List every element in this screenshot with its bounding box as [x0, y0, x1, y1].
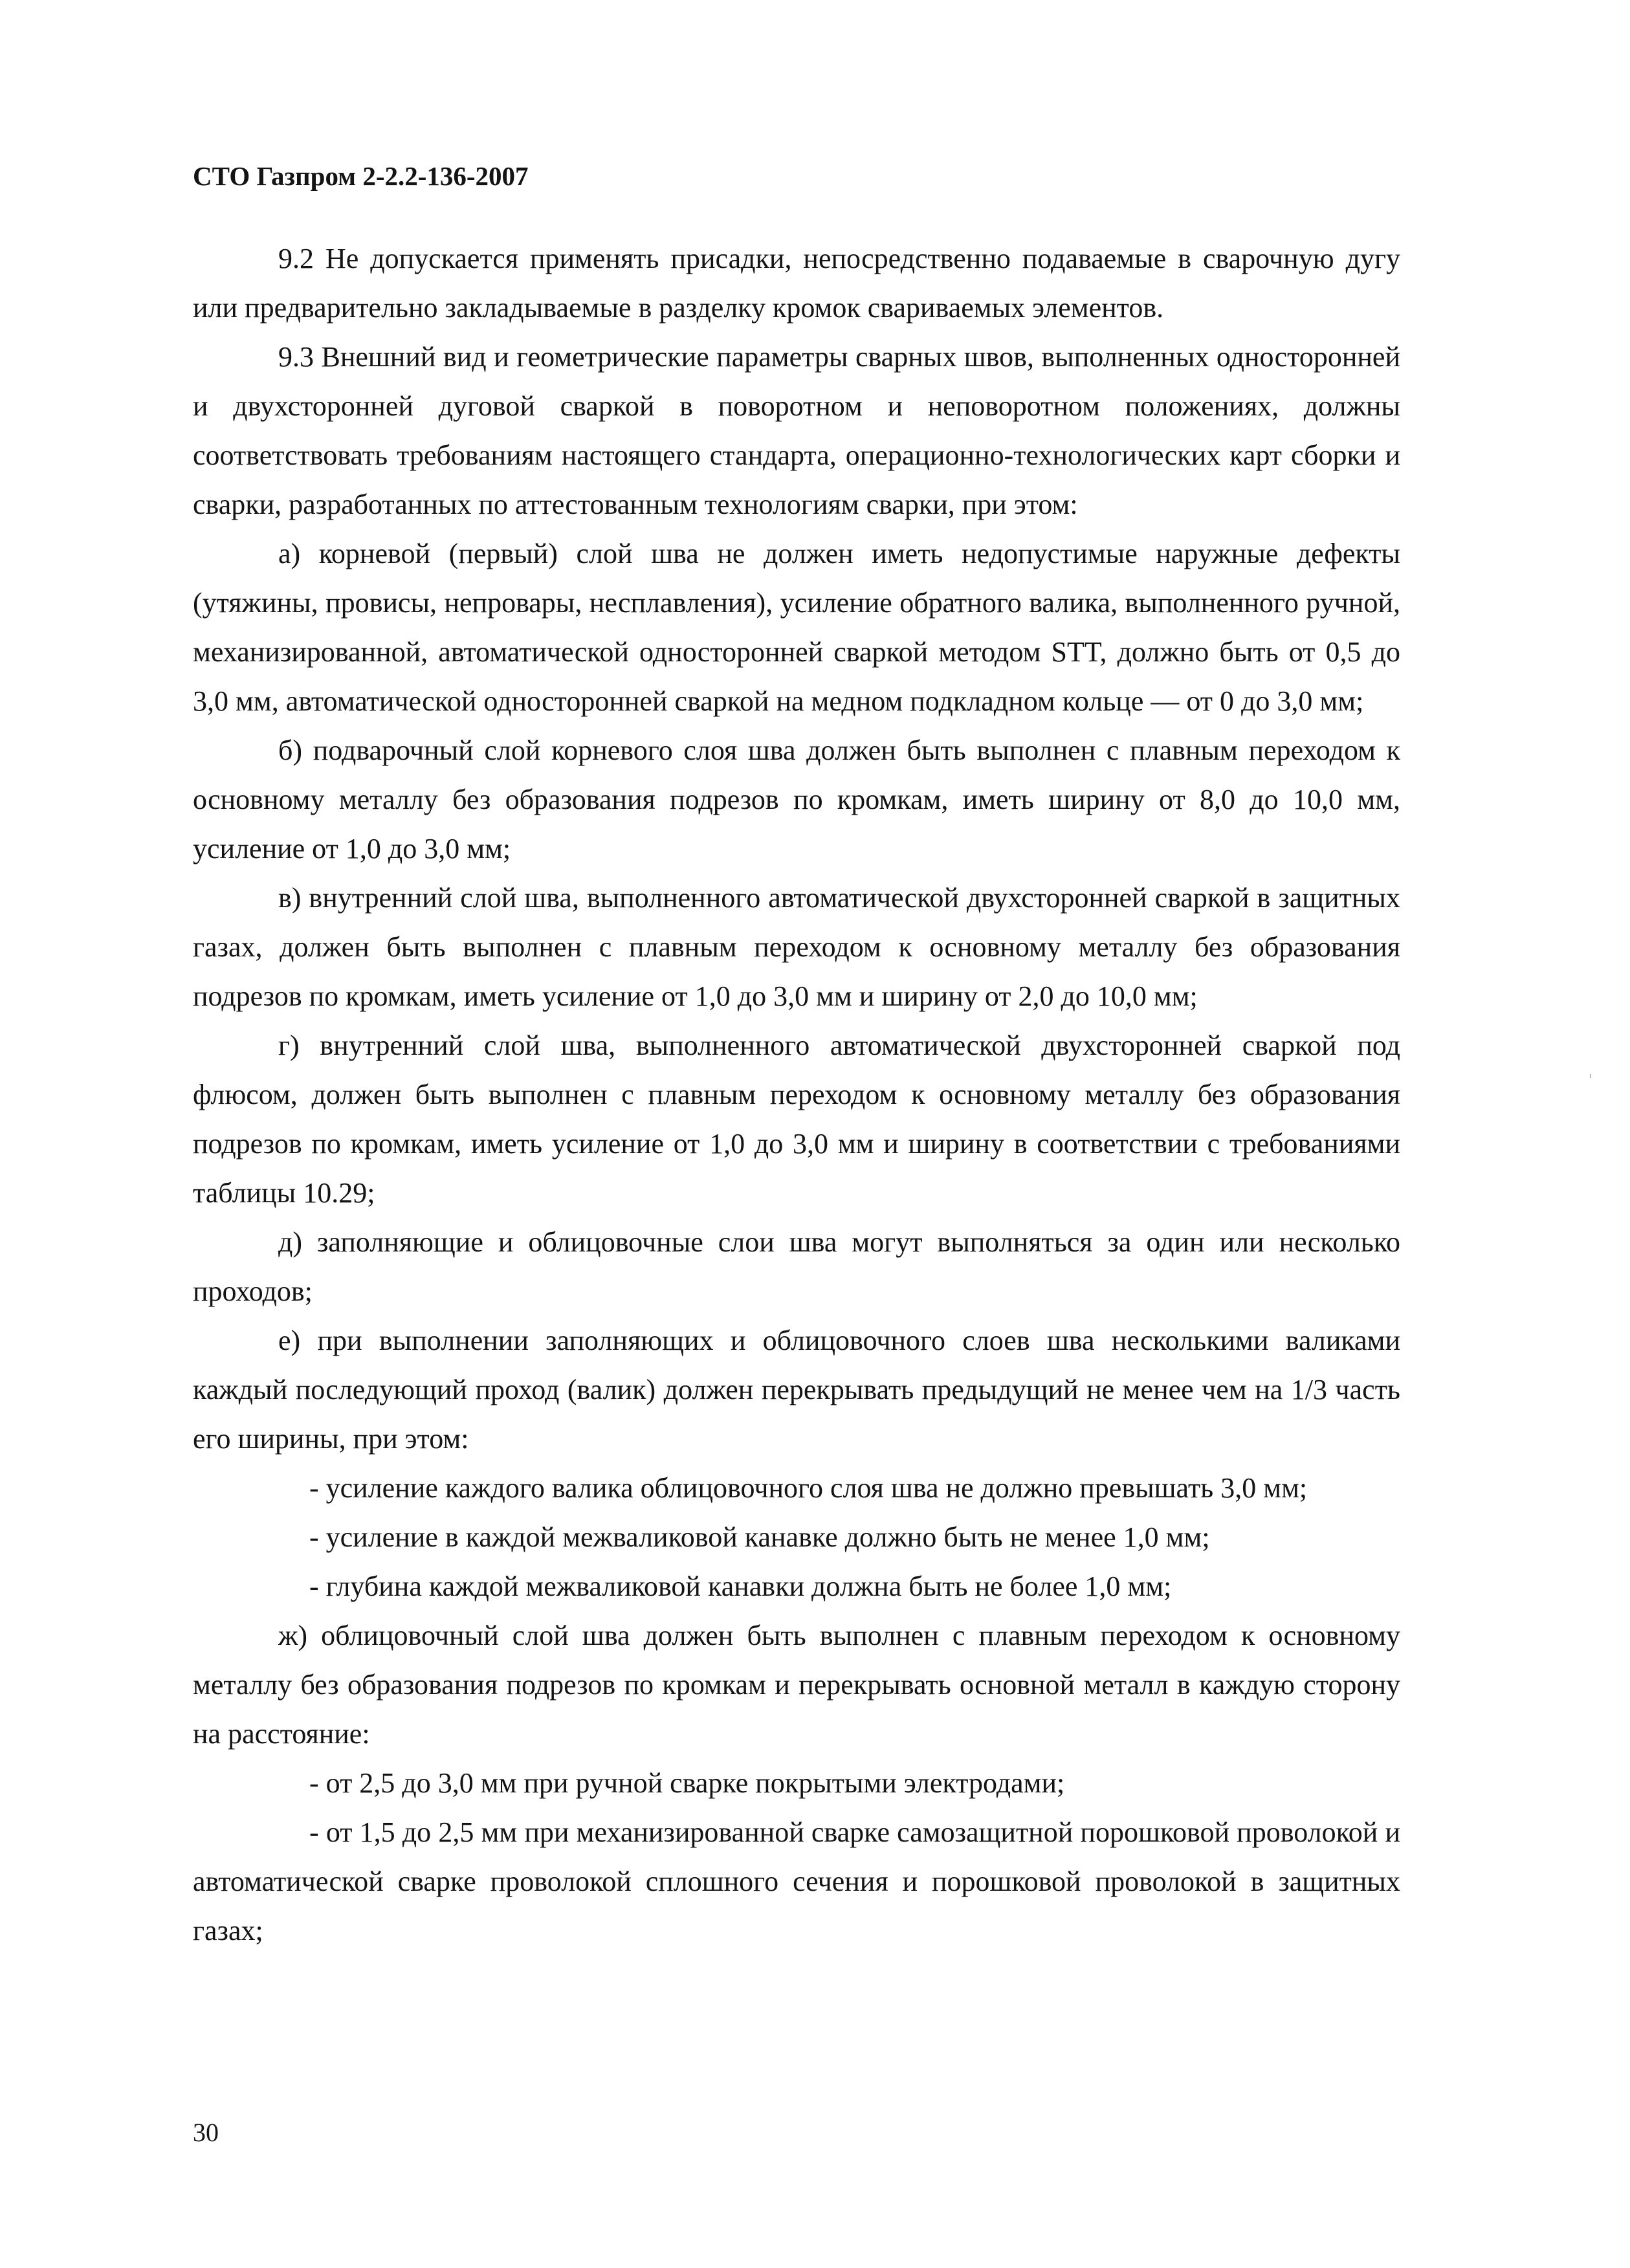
- list-item-a: а) корневой (первый) слой шва не должен иметь недопустимые наружные дефекты (утяжины, провисы, непровары, несплавления), усиление обратного валика, выполненного ручной, механизированной, автоматической односторонней сваркой методом STT, должно быть от 0,5 до 3,0 мм, автоматической односторонней сваркой на медном подкладном кольце — от 0 до 3,0 мм;: [193, 538, 1400, 717]
- dash-item-e-3: - глубина каждой межваликовой канавки должна быть не более 1,0 мм;: [309, 1570, 1172, 1602]
- dash-item-zh-1: - от 2,5 до 3,0 мм при ручной сварке покрытыми электродами;: [309, 1767, 1065, 1799]
- document-header: СТО Газпром 2-2.2-136-2007: [193, 161, 529, 191]
- dash-item-zh-2: - от 1,5 до 2,5 мм при механизированной сварке самозащитной порошковой проволокой и автоматической сварке проволокой сплошного сечения и порошковой проволокой в защитных газах;: [193, 1816, 1400, 1946]
- list-item-e: е) при выполнении заполняющих и облицовочного слоев шва несколькими валиками каждый последующий проход (валик) должен перекрывать предыдущий не менее чем на 1/3 часть его ширины, при этом:: [193, 1325, 1400, 1455]
- document-body: [193, 234, 1400, 1955]
- list-item-v: в) внутренний слой шва, выполненного автоматической двухсторонней сваркой в защитных газах, должен быть выполнен с плавным переходом к основному металлу без образования подрезов по кромкам, иметь усиление от 1,0 до 3,0 мм и ширину от 2,0 до 10,0 мм;: [193, 882, 1400, 1012]
- paragraph-9-2: 9.2 Не допускается применять присадки, непосредственно подаваемые в сварочную дугу или предварительно закладываемые в разделку кромок свариваемых элементов.: [193, 243, 1400, 324]
- dash-item-e-1: - усиление каждого валика облицовочного слоя шва не должно превышать 3,0 мм;: [309, 1472, 1308, 1504]
- list-item-g: г) внутренний слой шва, выполненного автоматической двухсторонней сваркой под флюсом, должен быть выполнен с плавным переходом к основному металлу без образования подрезов по кромкам, иметь усиление от 1,0 до 3,0 мм и ширину в соответствии с требованиями таблицы 10.29;: [193, 1029, 1400, 1209]
- dash-item-e-2: - усиление в каждой межваликовой канавке должно быть не менее 1,0 мм;: [309, 1521, 1210, 1553]
- page-number: 30: [193, 2118, 219, 2147]
- list-item-b: б) подварочный слой корневого слоя шва должен быть выполнен с плавным переходом к основному металлу без образования подрезов по кромкам, иметь ширину от 8,0 до 10,0 мм, усиление от 1,0 до 3,0 мм;: [193, 734, 1400, 864]
- paragraph-9-3: 9.3 Внешний вид и геометрические параметры сварных швов, выполненных односторонней и двухсторонней дуговой сваркой в поворотном и неповоротном положениях, должны соответствовать требованиям настоящего стандарта, операционно-технологических карт сборки и сварки, разработанных по аттестованным технологиям сварки, при этом:: [193, 341, 1400, 520]
- list-item-d: д) заполняющие и облицовочные слои шва могут выполняться за один или несколько проходов;: [193, 1226, 1400, 1307]
- list-item-zh: ж) облицовочный слой шва должен быть выполнен с плавным переходом к основному металлу без образования подрезов по кромкам и перекрывать основной металл в каждую сторону на расстояние:: [193, 1620, 1400, 1750]
- scan-artifact: [1590, 1074, 1591, 1078]
